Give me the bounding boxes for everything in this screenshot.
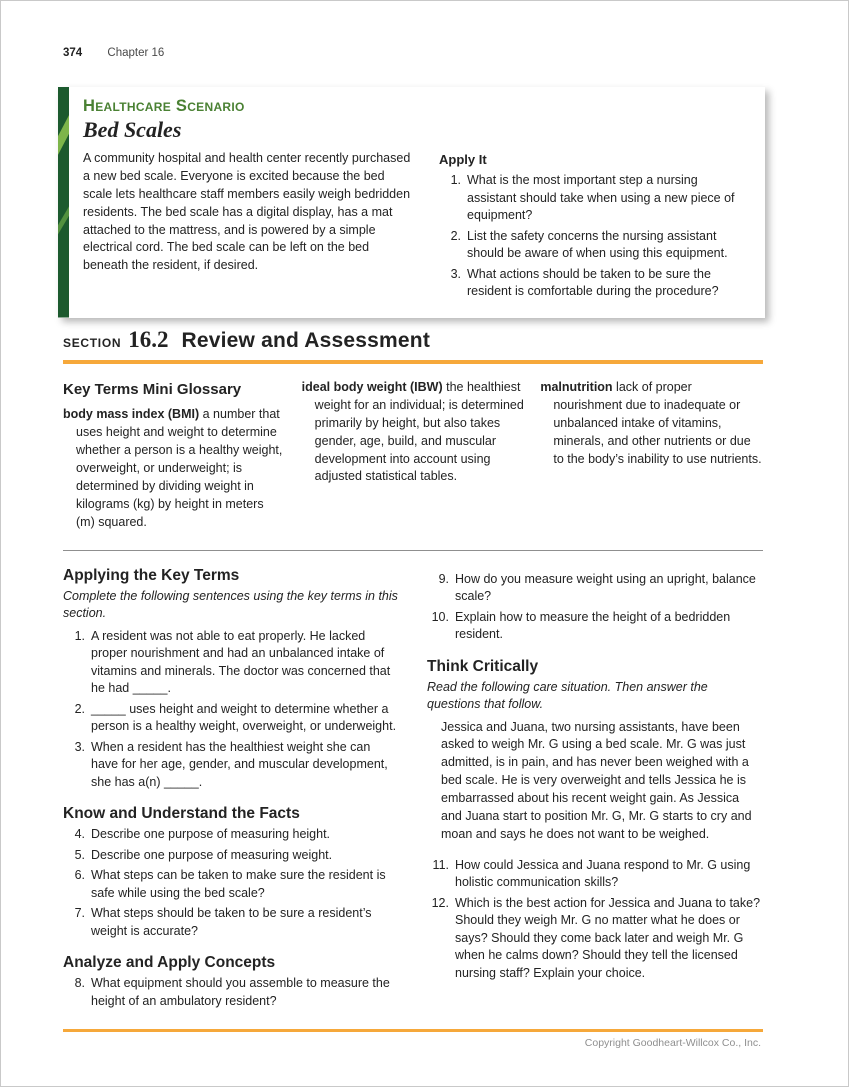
section-header: [63, 327, 763, 353]
apply-it-item: [439, 172, 747, 225]
care-situation-text: Jessica and Juana, two nursing assistants, have been asked to weigh Mr. G using a bed scale. Mr. G was just admitted, is in pain, and has never been weighed with a bed scale. He is very overweight and tells Jessica he is embarrassed about his recent weight gain. As Jessica and Juana start to position Mr. G, Mr. G starts to cry and moan and says he does not want to be weighed.: [441, 719, 752, 841]
item-text: What is the most important step a nursing assistant should take when using a new piece of equipment?: [467, 173, 735, 222]
item-number: 5.: [74, 847, 85, 862]
question-item: [63, 975, 399, 1010]
glossary-heading: Key Terms Mini Glossary: [63, 381, 242, 398]
glossary-term: [63, 406, 286, 531]
item-text: What steps can be taken to make sure the resident is safe while using the bed scale?: [91, 868, 386, 900]
question-item: [63, 826, 399, 844]
healthcare-scenario-box: [58, 87, 765, 318]
section-rule: [63, 360, 763, 364]
scenario-title: Bed Scales: [83, 117, 182, 142]
item-text: A resident was not able to eat properly. He lacked proper nourishment and had an unbalanced intake of vitamins and minerals. The doctor was concerned that he had _____.: [91, 628, 391, 696]
item-text: What steps should be taken to be sure a resident’s weight is accurate?: [91, 906, 372, 938]
item-number: 6.: [74, 868, 85, 883]
apply-it-column: [439, 150, 747, 304]
applying-intro: Complete the following sentences using the key terms in this section.: [63, 588, 398, 621]
copyright-notice: Copyright Goodheart-Willcox Co., Inc.: [584, 1037, 761, 1049]
question-item: [427, 895, 763, 983]
question-item: [63, 628, 399, 698]
question-item: [63, 701, 399, 736]
review-columns: [63, 557, 763, 1014]
question-item: [63, 905, 399, 940]
chapter-label: Chapter 16: [107, 47, 165, 59]
review-right-column: [427, 557, 763, 1014]
term-name: body mass index (BMI): [63, 407, 200, 422]
glossary-term: [540, 379, 763, 468]
running-head: [63, 47, 164, 59]
item-text: What equipment should you assemble to measure the height of an ambulatory resident?: [91, 976, 390, 1008]
item-number: 1.: [450, 173, 461, 187]
glossary-divider: [63, 550, 763, 551]
item-number: 7.: [74, 906, 85, 921]
term-definition: lack of proper nourishment due to inadequate or unbalanced intake of vitamins, minerals, and other nutrients or due to the body’s inability to use nutrients.: [553, 380, 762, 466]
apply-it-heading: Apply It: [439, 152, 487, 167]
item-number: 11.: [432, 857, 449, 872]
scenario-accent-bar-icon: [58, 87, 69, 318]
item-text: Describe one purpose of measuring height.: [91, 827, 331, 842]
scenario-kicker: Healthcare Scenario: [83, 97, 245, 115]
term-name: ideal body weight (IBW): [301, 380, 443, 394]
item-text: _____ uses height and weight to determine whether a person is a healthy weight, overweight, or underweight.: [91, 701, 397, 734]
term-definition: a number that uses height and weight to determine whether a person is a healthy weight, overweight, or underweight; is determined by dividing weight in kilograms (kg) by height in meters (m) squared.: [76, 407, 283, 529]
item-number: 3.: [450, 266, 461, 281]
section-number: 16.2: [128, 327, 169, 352]
apply-it-item: [439, 228, 747, 263]
item-text: What actions should be taken to be sure the resident is comfortable during the procedure?: [467, 266, 719, 298]
page-number: 374: [63, 47, 83, 59]
analyze-heading: Analyze and Apply Concepts: [63, 954, 276, 972]
scenario-body-text: A community hospital and health center recently purchased a new bed scale. Everyone is excited because the bed scale lets healthcare staff members easily weigh bedridden residents. The bed scale has a digital display, has a mat attached to the mattress, and is powered by a simple electrical cord. The bed scale can be left on the bed beneath the resident, if desired.: [83, 151, 411, 273]
review-and-assessment-section: [63, 327, 763, 1032]
item-number: 8.: [74, 976, 85, 991]
item-number: 9.: [438, 571, 449, 586]
item-text: Explain how to measure the height of a bedridden resident.: [455, 609, 731, 642]
item-number: 12.: [431, 895, 449, 910]
apply-it-item: [439, 266, 747, 301]
question-item: [427, 609, 763, 644]
item-number: 10.: [431, 609, 449, 624]
footer-rule: [63, 1029, 763, 1032]
item-text: Which is the best action for Jessica and Juana to take? Should they weigh Mr. G no matter what he does or says? Should they come back later and weigh Mr. G when he calms down? Should they tell the licensed nursing staff? Explain your choice.: [455, 895, 761, 980]
item-text: When a resident has the healthiest weight she can have for her age, gender, and muscular development, she has a(n) _____.: [91, 739, 388, 789]
question-item: [63, 739, 399, 792]
measure-questions: [427, 557, 763, 644]
glossary-column: [540, 379, 763, 532]
glossary-column: [63, 379, 286, 532]
question-item: [427, 857, 763, 892]
term-name: malnutrition: [540, 380, 613, 394]
know-heading: Know and Understand the Facts: [63, 805, 300, 823]
item-text: How do you measure weight using an upright, balance scale?: [455, 571, 756, 604]
glossary-column: [302, 379, 525, 532]
glossary-term: [302, 379, 525, 486]
item-text: How could Jessica and Juana respond to Mr. G using holistic communication skills?: [455, 857, 751, 890]
question-item: [63, 867, 399, 902]
section-label: SECTION: [63, 336, 122, 350]
applying-heading: Applying the Key Terms: [63, 566, 240, 584]
key-terms-glossary: [63, 379, 763, 532]
question-item: [63, 847, 399, 865]
item-number: 2.: [450, 228, 461, 243]
think-critically-intro: Read the following care situation. Then answer the questions that follow.: [427, 679, 708, 712]
item-number: 3.: [74, 739, 85, 754]
scenario-content: [69, 87, 765, 318]
section-title: Review and Assessment: [181, 329, 431, 352]
item-text: Describe one purpose of measuring weight.: [91, 847, 333, 862]
item-text: List the safety concerns the nursing assistant should be aware of when using this equipment.: [467, 228, 728, 260]
question-item: [427, 571, 763, 606]
term-definition: the healthiest weight for an individual; is determined primarily by height, but also takes gender, age, build, and muscular development into account using adjusted statistical tables.: [314, 380, 524, 484]
item-number: 4.: [74, 827, 85, 842]
item-number: 2.: [74, 701, 85, 716]
item-number: 1.: [74, 628, 85, 643]
think-critically-heading: Think Critically: [427, 657, 539, 675]
review-left-column: [63, 557, 399, 1014]
